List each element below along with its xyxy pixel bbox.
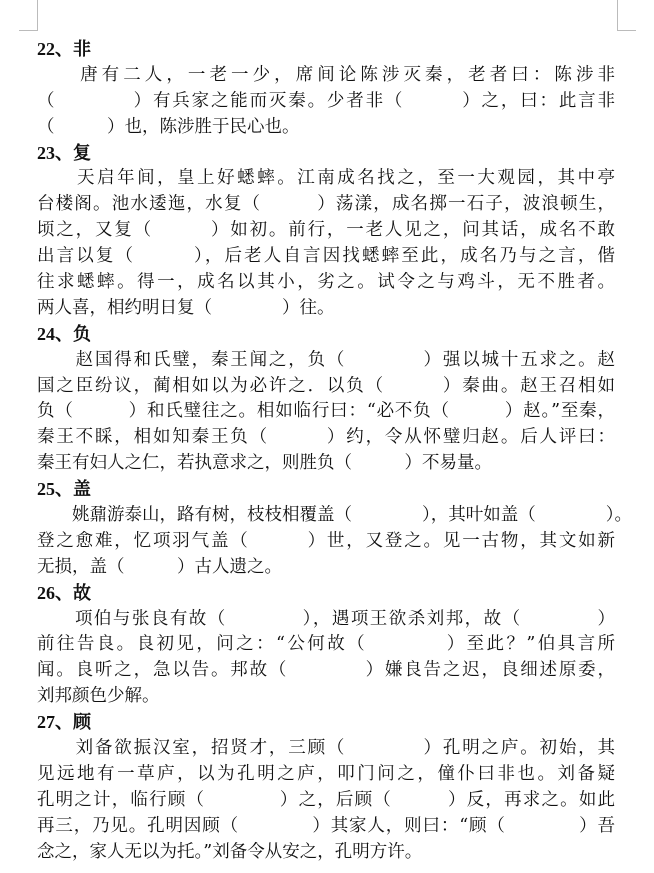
question-heading: 23、复 (37, 142, 91, 163)
passage-line: 见远地有一草庐，以为孔明之庐，叩门问之，僮仆曰非也。刘备疑 (37, 763, 615, 784)
question-section (37, 710, 615, 865)
passage-line: 项伯与张良有故（ ），遇项王欲杀刘邦，故（ ） (37, 608, 615, 629)
passage-line: 两人喜，相约明日复（ ）往。 (37, 297, 335, 318)
passage-line: 秦王不睬，相如知秦王负（ ）约，令从怀璧归赵。后人评曰： (37, 427, 615, 448)
passage-line: 刘备欲振汉室，招贤才，三顾（ ）孔明之庐。初始，其 (37, 738, 615, 759)
passage-line: 无损，盖（ ）古人遗之。 (37, 556, 282, 577)
passage-line: 秦王有妇人之仁，若执意求之，则胜负（ ）不易量。 (37, 453, 492, 474)
question-section (37, 477, 632, 581)
question-section (37, 37, 615, 141)
question-section (37, 322, 615, 477)
passage-line: 前往告良。良初见，问之：“公何故（ ）至此？”伯具言所 (37, 634, 615, 655)
passage-line: 顷之，又复（ ）如初。前行，一老人见之，问其话，成名不敢 (37, 220, 615, 241)
passage-line: 天启年间，皇上好蟋蟀。江南成名找之，至一大观园，其中亭 (37, 168, 615, 189)
passage-line: 唐有二人，一老一少，席间论陈涉灭秦，老者曰：陈涉非 (37, 64, 615, 85)
passage-line: 登之愈难，忆项羽气盖（ ）世，又登之。见一古物，其文如新 (37, 530, 615, 551)
passage-line: 台楼阁。池水逶迤，水复（ ）荡漾，成名掷一石子，波浪顿生， (37, 194, 615, 215)
page-corner-mark-top-right (617, 0, 636, 31)
document-body (37, 37, 632, 866)
passage-line: 刘邦颜色少解。 (37, 686, 160, 707)
question-heading: 25、盖 (37, 479, 91, 500)
question-section (37, 581, 615, 710)
passage-line: 孔明之计，临行顾（ ）之，后顾（ ）反，再求之。如此 (37, 789, 615, 810)
passage-line: （ ）有兵家之能而灭秦。少者非（ ）之，曰：此言非 (37, 90, 615, 111)
passage-line: 念之，家人无以为托。”刘备令从安之，孔明方许。 (37, 841, 423, 862)
passage-line: 再三，乃见。孔明因顾（ ）其家人，则曰：“顾（ ）吾 (37, 815, 615, 836)
question-heading: 26、故 (37, 582, 91, 603)
question-heading: 22、非 (37, 39, 91, 59)
passage-line: （ ）也，陈涉胜于民心也。 (37, 116, 300, 137)
question-heading: 24、负 (37, 323, 91, 344)
passage-line: 往求蟋蟀。得一，成名以其小，劣之。试令之与鸡斗，无不胜者。 (37, 272, 615, 293)
question-heading: 27、顾 (37, 712, 91, 733)
page-corner-mark-top-left (19, 0, 38, 31)
passage-line: 赵国得和氏璧，秦王闻之，负（ ）强以城十五求之。赵 (37, 349, 615, 370)
passage-line: 出言以复（ ），后老人自言因找蟋蟀至此，成名乃与之言，偕 (37, 246, 615, 267)
passage-line: 国之臣纷议，蔺相如以为必许之．以负（ ）秦曲。赵王召相如 (37, 375, 615, 396)
passage-line: 闻。良听之，急以告。邦故（ ）嫌良告之迟，良细述原委， (37, 660, 615, 681)
question-section (37, 141, 615, 322)
passage-line: 姚鼐游泰山，路有树，枝枝相覆盖（ ），其叶如盖（ ）。 (37, 505, 632, 526)
passage-line: 负（ ）和氏璧往之。相如临行曰：“必不负（ ）赵。”至秦， (37, 401, 615, 422)
